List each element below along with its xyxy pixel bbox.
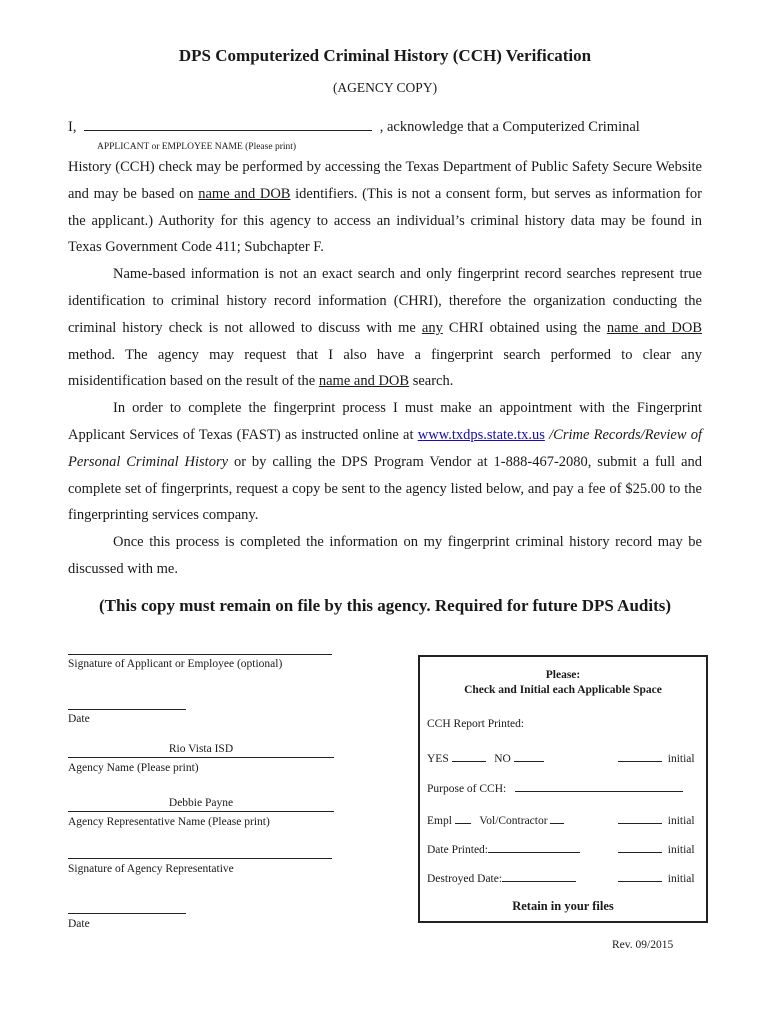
- date-line-2[interactable]: [68, 913, 186, 914]
- vol-field[interactable]: [550, 813, 564, 824]
- purpose-field[interactable]: [515, 781, 683, 792]
- initial-row-4: initial: [618, 871, 695, 885]
- page-title: DPS Computerized Criminal History (CCH) Verification: [178, 46, 592, 65]
- applicant-name-field[interactable]: [84, 116, 372, 131]
- initial-field-1[interactable]: [618, 751, 662, 762]
- initial-row-2: initial: [618, 813, 695, 827]
- date-line-1[interactable]: [68, 709, 186, 710]
- checklist-instruction: Check and Initial each Applicable Space: [464, 684, 662, 696]
- ack-suffix: , acknowledge that a Computerized Criminal: [379, 119, 640, 135]
- purpose-row: Purpose of CCH:: [427, 781, 683, 795]
- initial-field-3[interactable]: [618, 842, 662, 853]
- body-text: [68, 154, 702, 583]
- yes-field[interactable]: [452, 751, 486, 762]
- date-printed-row: Date Printed:: [427, 842, 580, 856]
- retain-note: Retain in your files: [512, 899, 614, 913]
- date-label-2: Date: [68, 918, 90, 930]
- txdps-link[interactable]: www.txdps.state.tx.us: [417, 426, 545, 443]
- page-subtitle: (AGENCY COPY): [332, 80, 438, 95]
- paragraph-4: Once this process is completed the information on my fingerprint criminal history record may be discussed with me.: [68, 534, 702, 577]
- initial-field-2[interactable]: [618, 813, 662, 824]
- no-field[interactable]: [514, 751, 544, 762]
- applicant-signature-line[interactable]: [68, 654, 332, 655]
- report-printed-label: CCH Report Printed:: [427, 718, 525, 730]
- rep-name-line[interactable]: [68, 811, 334, 812]
- initial-row-1: initial: [618, 751, 695, 765]
- date-printed-field[interactable]: [488, 842, 580, 853]
- applicant-signature-label: Signature of Applicant or Employee (optional): [68, 658, 283, 670]
- agency-name-value: Rio Vista ISD: [168, 743, 234, 755]
- empl-row: Empl Vol/Contractor: [427, 813, 564, 827]
- yes-no-row: YES NO: [427, 751, 544, 765]
- destroyed-date-row: Destroyed Date:: [427, 871, 576, 885]
- initial-field-4[interactable]: [618, 871, 662, 882]
- ack-prefix: I,: [68, 119, 77, 135]
- audit-notice: (This copy must remain on file by this agency. Required for future DPS Audits): [98, 596, 672, 615]
- rep-name-value: Debbie Payne: [168, 797, 234, 809]
- empl-field[interactable]: [455, 813, 471, 824]
- paragraph-1: History (CCH) check may be performed by accessing the Texas Department of Public Safety Secure Website and may be based on name and DOB identifiers. (This is not a consent form, but serves as information for the applicant.) Authority for this agency to access an individual’s criminal history data may be found in Texas Government Code 411; Subchapter F.: [68, 159, 702, 256]
- paragraph-2: Name-based information is not an exact search and only fingerprint record searches represent true identification to criminal history record information (CHRI), therefore the organization conducting the criminal history check is not allowed to discuss with me any CHRI obtained using the name and DOB method. The agency may request that I also have a fingerprint search performed to clear any misidentification based on the result of the name and DOB search.: [68, 266, 702, 390]
- revision-label: Rev. 09/2015: [612, 939, 674, 951]
- rep-signature-label: Signature of Agency Representative: [68, 863, 234, 875]
- checklist-box: [418, 655, 708, 923]
- rep-name-label: Agency Representative Name (Please print): [68, 816, 270, 828]
- applicant-name-caption: APPLICANT or EMPLOYEE NAME (Please print): [97, 142, 297, 152]
- acknowledgement-line: [68, 116, 640, 136]
- rep-signature-line[interactable]: [68, 858, 332, 859]
- agency-name-label: Agency Name (Please print): [68, 762, 199, 774]
- agency-name-line[interactable]: [68, 757, 334, 758]
- date-label-1: Date: [68, 713, 90, 725]
- destroyed-date-field[interactable]: [502, 871, 576, 882]
- checklist-please: Please:: [545, 669, 581, 681]
- paragraph-3: In order to complete the fingerprint process I must make an appointment with the Fingerprint Applicant Services of Texas (FAST) as instructed online at www.txdps.state.tx.us /Crime Records/Review of Personal Criminal History or by calling the DPS Program Vendor at 1-888-467-2080, submit a full and complete set of fingerprints, request a copy be sent to the agency listed below, and pay a fee of $25.00 to the fingerprinting services company.: [68, 400, 703, 524]
- initial-row-3: initial: [618, 842, 695, 856]
